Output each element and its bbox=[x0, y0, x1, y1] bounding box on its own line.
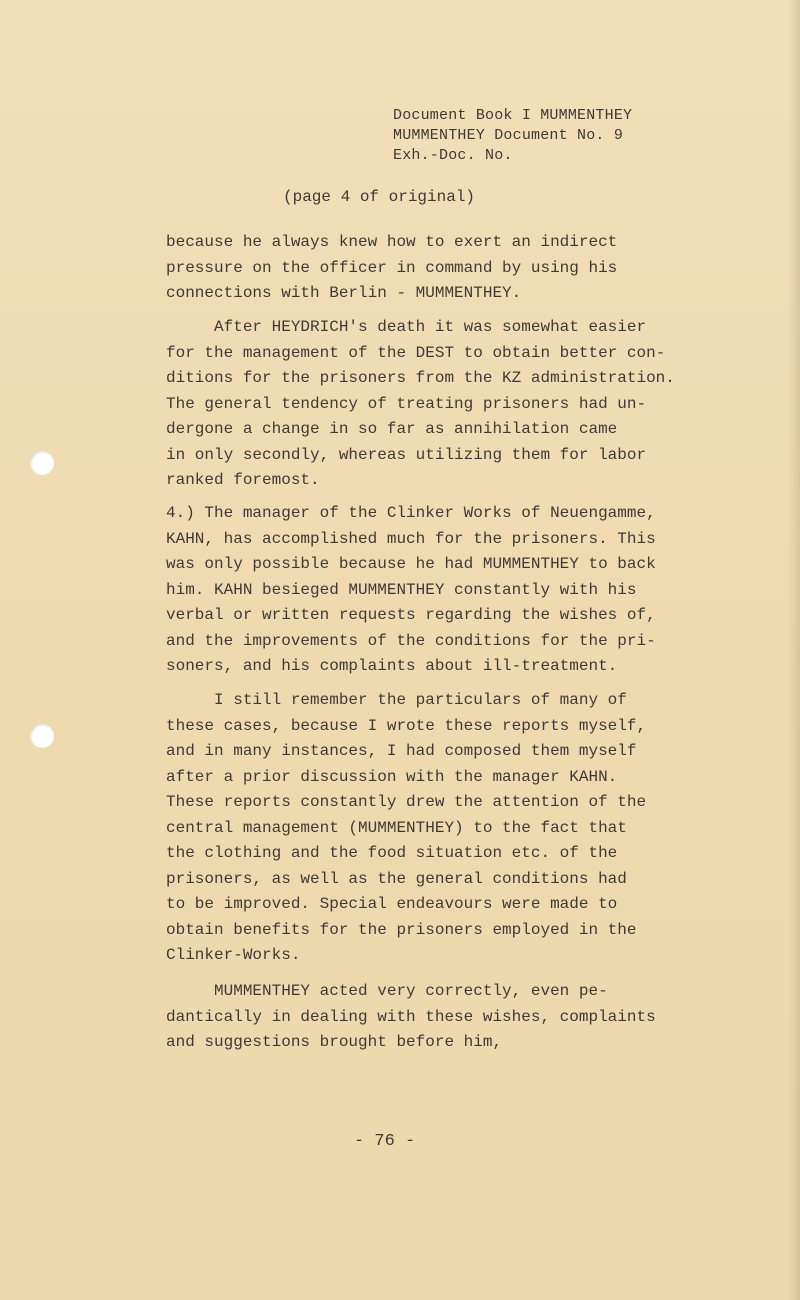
text-line: connections with Berlin - MUMMENTHEY. bbox=[166, 284, 522, 302]
text-line: him. KAHN besieged MUMMENTHEY constantly with his bbox=[166, 580, 637, 599]
text-line: dergone a change in so far as annihilation came bbox=[166, 420, 618, 438]
header-book-line: Document Book I MUMMENTHEY bbox=[393, 107, 633, 124]
page-edge-shadow bbox=[788, 0, 800, 1300]
text-line: soners, and his complaints about ill-treatment. bbox=[166, 657, 618, 675]
text-line: was only possible because he had MUMMENTHEY to back bbox=[166, 555, 656, 573]
text-line: MUMMENTHEY acted very correctly, even pe- bbox=[166, 982, 608, 1000]
text-line: I still remember the particulars of many of bbox=[166, 691, 627, 709]
text-line: verbal or written requests regarding the wishes of, bbox=[166, 606, 656, 624]
text-line: obtain benefits for the prisoners employed in the bbox=[166, 920, 637, 939]
text-line: KAHN, has accomplished much for the prisoners. This bbox=[166, 529, 656, 548]
paragraph-3 bbox=[166, 501, 706, 680]
text-line: and the improvements of the conditions for the pri- bbox=[166, 631, 656, 650]
text-line: in only secondly, whereas utilizing them for labor bbox=[166, 445, 647, 464]
text-line: After HEYDRICH's death it was somewhat easier bbox=[166, 318, 647, 336]
text-line: Clinker-Works. bbox=[166, 946, 301, 964]
text-line: for the management of the DEST to obtain better con- bbox=[166, 343, 666, 362]
original-page-reference: (page 4 of original) bbox=[283, 188, 476, 206]
punch-hole-top bbox=[30, 451, 54, 475]
text-line: to be improved. Special endeavours were made to bbox=[166, 895, 618, 913]
paragraph-4 bbox=[166, 688, 706, 969]
text-line: ditions for the prisoners from the KZ administration. bbox=[166, 369, 675, 387]
text-line: The general tendency of treating prisoners had un- bbox=[166, 394, 647, 413]
page-number: - 76 - bbox=[354, 1132, 416, 1151]
document-header bbox=[393, 106, 632, 166]
paragraph-5 bbox=[166, 979, 706, 1056]
text-line: ranked foremost. bbox=[166, 471, 320, 489]
text-line: pressure on the officer in command by using his bbox=[166, 258, 618, 277]
paragraph-1 bbox=[166, 230, 706, 307]
paragraph-2 bbox=[166, 315, 706, 494]
text-line: and suggestions brought before him, bbox=[166, 1033, 503, 1051]
text-line: central management (MUMMENTHEY) to the fact that bbox=[166, 818, 627, 837]
text-line: and in many instances, I had composed them myself bbox=[166, 742, 637, 760]
text-line: 4.) The manager of the Clinker Works of Neuengamme, bbox=[166, 504, 656, 522]
text-line: these cases, because I wrote these reports myself, bbox=[166, 716, 647, 735]
text-line: after a prior discussion with the manager KAHN. bbox=[166, 767, 618, 786]
text-line: dantically in dealing with these wishes, complaints bbox=[166, 1007, 656, 1026]
text-line: the clothing and the food situation etc. of the bbox=[166, 844, 618, 862]
text-line: These reports constantly drew the attention of the bbox=[166, 793, 647, 811]
punch-hole-bottom bbox=[30, 724, 54, 748]
header-document-number: MUMMENTHEY Document No. 9 bbox=[393, 127, 624, 144]
header-exhibit-number: Exh.-Doc. No. bbox=[393, 147, 513, 164]
text-line: prisoners, as well as the general conditions had bbox=[166, 869, 627, 888]
text-line: because he always knew how to exert an indirect bbox=[166, 233, 618, 251]
